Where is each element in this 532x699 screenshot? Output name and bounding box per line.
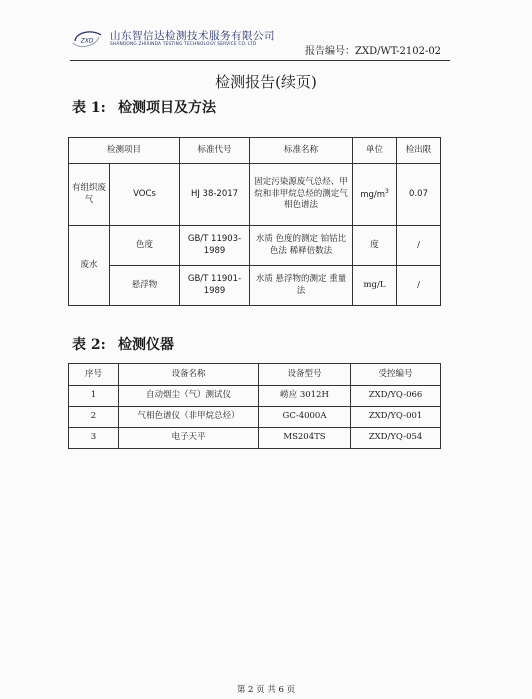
name-cell: 水质 色度的测定 铂钴比色法 稀释倍数法	[250, 226, 353, 266]
code-cell: HJ 38-2017	[180, 164, 250, 226]
svg-text:ZXD: ZXD	[80, 37, 94, 45]
unit-cell	[353, 164, 397, 226]
th-item: 检测项目	[69, 138, 180, 164]
name-cell: 固定污染源废气总烃、甲烷和非甲烷总烃的测定气相色谱法	[250, 164, 353, 226]
table1-header-row	[69, 138, 441, 164]
table-row	[69, 407, 441, 428]
th-control-id: 受控编号	[351, 364, 441, 386]
category-cell: 废水	[69, 226, 110, 306]
control-id-cell: ZXD/YQ-001	[351, 407, 441, 428]
instruments-table	[68, 363, 441, 449]
company-logo-icon	[70, 26, 104, 52]
name-cell: 水质 悬浮物的测定 重量法	[250, 266, 353, 306]
document-title: 检测报告(续页)	[215, 73, 317, 91]
device-name-cell: 气相色谱仪（非甲烷总烃）	[119, 407, 259, 428]
unit-superscript: 3	[385, 187, 389, 195]
table-row	[69, 226, 441, 266]
section1-heading	[72, 97, 216, 117]
table-row	[69, 266, 441, 306]
item-cell: 色度	[110, 226, 180, 266]
company-name-cn: 山东智信达检测技术服务有限公司	[110, 30, 275, 42]
unit-cell: 度	[353, 226, 397, 266]
th-standard-name: 标准名称	[250, 138, 353, 164]
code-cell: GB/T 11903-1989	[180, 226, 250, 266]
item-cell: VOCs	[110, 164, 180, 226]
code-cell: GB/T 11901-1989	[180, 266, 250, 306]
company-name-en: SHANDONG ZHIXINDA TESTING TECHNOLOGY SERVICE CO. LTD	[110, 42, 257, 47]
unit-text: mg/m	[360, 189, 386, 200]
no-cell: 3	[69, 428, 119, 449]
report-number: 报告编号：ZXD/WT-2102-02	[305, 46, 442, 57]
device-model-cell: GC-4000A	[259, 407, 351, 428]
table-row	[69, 428, 441, 449]
limit-cell: 0.07	[397, 164, 441, 226]
no-cell: 1	[69, 386, 119, 407]
device-model-cell: 崂应 3012H	[259, 386, 351, 407]
test-items-table	[68, 137, 441, 306]
th-no: 序号	[69, 364, 119, 386]
th-unit: 单位	[353, 138, 397, 164]
category-cell: 有组织废气	[69, 164, 110, 226]
control-id-cell: ZXD/YQ-066	[351, 386, 441, 407]
control-id-cell: ZXD/YQ-054	[351, 428, 441, 449]
section1-title: 检测项目及方法	[118, 100, 216, 116]
th-limit: 检出限	[397, 138, 441, 164]
section2-heading	[72, 334, 174, 354]
th-standard-code: 标准代号	[180, 138, 250, 164]
table-row	[69, 386, 441, 407]
device-model-cell: MS204TS	[259, 428, 351, 449]
no-cell: 2	[69, 407, 119, 428]
device-name-cell: 自动烟尘（气）测试仪	[119, 386, 259, 407]
table2-header-row	[69, 364, 441, 386]
th-device-name: 设备名称	[119, 364, 259, 386]
table-row	[69, 164, 441, 226]
unit-cell: mg/L	[353, 266, 397, 306]
item-cell: 悬浮物	[110, 266, 180, 306]
limit-cell: /	[397, 226, 441, 266]
page-footer: 第 2 页 共 6 页	[236, 685, 296, 695]
section1-label: 表 1:	[72, 100, 106, 116]
th-device-model: 设备型号	[259, 364, 351, 386]
page-header	[70, 20, 455, 60]
header-divider	[70, 60, 450, 61]
limit-cell: /	[397, 266, 441, 306]
section2-title: 检测仪器	[118, 337, 174, 353]
device-name-cell: 电子天平	[119, 428, 259, 449]
section2-label: 表 2:	[72, 337, 106, 353]
